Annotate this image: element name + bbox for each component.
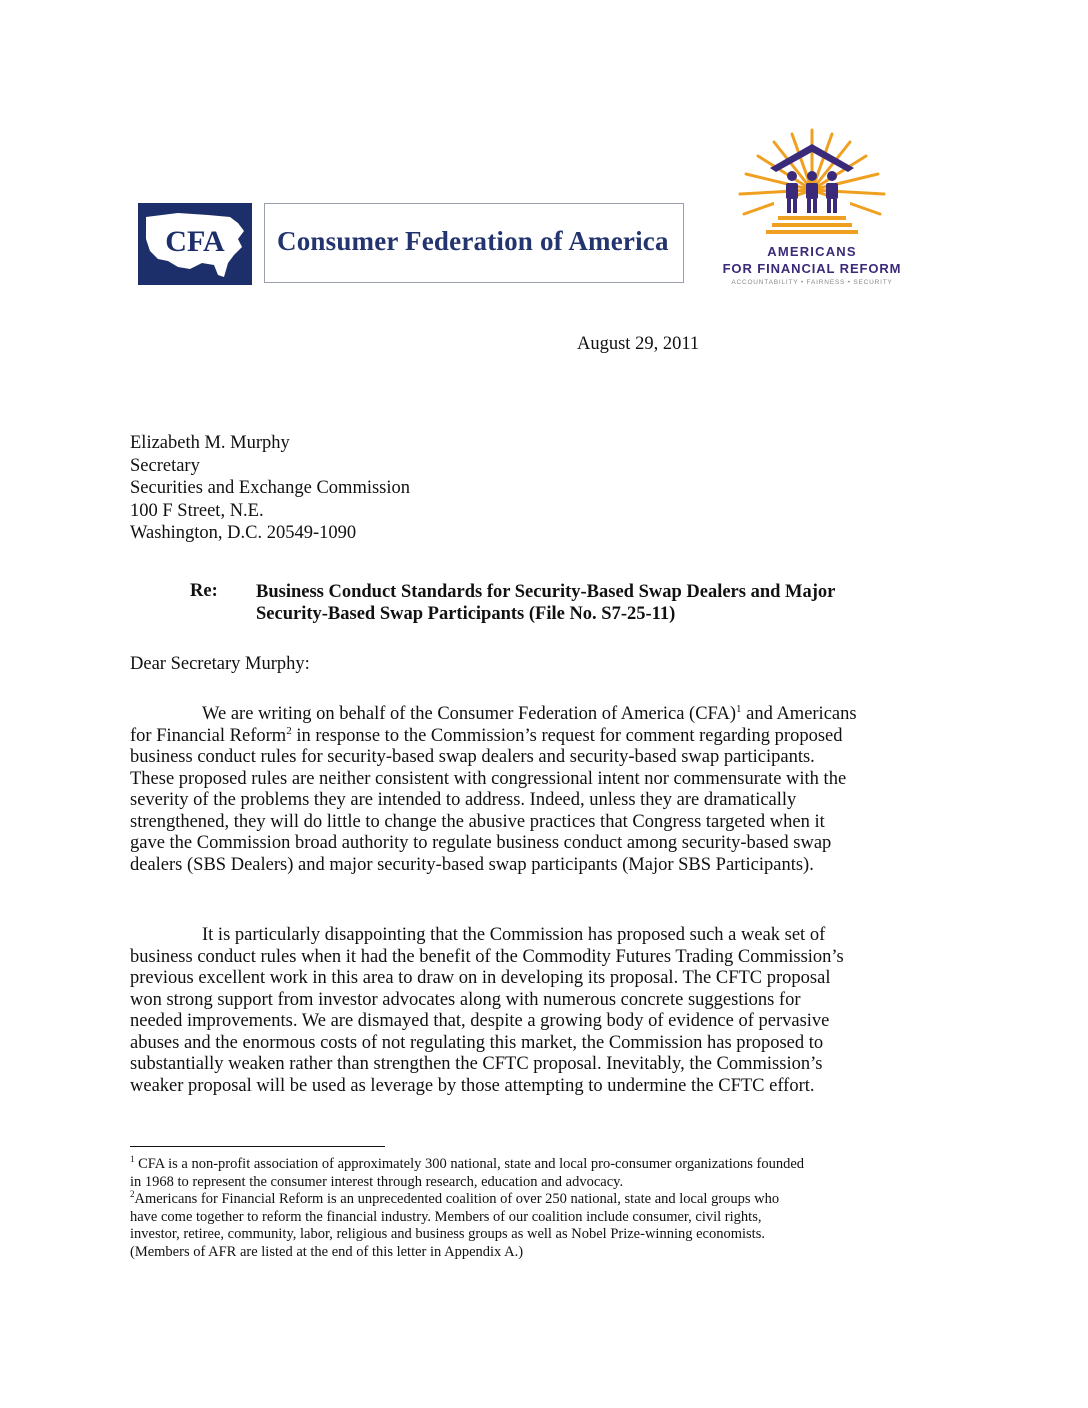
footnote-line: investor, retiree, community, labor, religious and business groups as well as Nobel Prize-winning economists. [130,1226,765,1242]
footnotes [130,1156,970,1261]
afr-sunburst-icon [712,128,912,243]
afr-name-line2: FOR FINANCIAL REFORM [722,261,902,276]
footnote-line: in 1968 to represent the consumer interest through research, education and advocacy. [130,1173,624,1190]
text-run: CFA is a non-profit association of approximately 300 national, state and local pro-consumer organizations founded [134,1156,805,1172]
cfa-name-box [264,203,684,283]
paragraph-line: These proposed rules are neither consistent with congressional intent nor commensurate with the [130,768,847,789]
paragraph-1 [130,704,960,876]
subject-line-text: Security-Based Swap Participants (File No. S7-25-11) [256,604,676,624]
paragraph-line: It is particularly disappointing that the Commission has proposed such a weak set of [202,925,826,945]
text-run: and Americans [741,704,857,724]
footnote-mark: 1 [130,1154,135,1164]
paragraph-line: weaker proposal will be used as leverage by those attempting to undermine the CFTC effort. [130,1075,815,1096]
subject-line [256,581,835,625]
paragraph-line: dealers (SBS Dealers) and major security-based swap participants (Major SBS Participants). [130,854,814,875]
footnote-divider [130,1146,385,1147]
text-run: in response to the Commission’s request for comment regarding proposed [291,725,843,746]
address-line: Securities and Exchange Commission [130,478,411,498]
footnote-ref: 1 [736,703,742,715]
footnote-line [130,1156,970,1174]
paragraph-line: business conduct rules when it had the benefit of the Commodity Futures Trading Commission’s [130,946,844,967]
cfa-logo [138,203,686,285]
address-line: Secretary [130,455,200,476]
footnote-line: (Members of AFR are listed at the end of this letter in Appendix A.) [130,1243,524,1260]
footnote-line [130,1191,970,1209]
paragraph-line: gave the Commission broad authority to regulate business conduct among security-based swap [130,833,832,853]
paragraph-line [130,704,960,726]
text-run: Americans for Financial Reform is an unprecedented coalition of over 250 national, state and local groups who [134,1191,780,1207]
paragraph-line: abuses and the enormous costs of not regulating this market, the Commission has proposed to [130,1032,824,1053]
footnote-line: have come together to reform the financial industry. Members of our coalition include consumer, civil rights, [130,1208,762,1225]
paragraph-line: needed improvements. We are dismayed that, despite a growing body of evidence of pervasive [130,1011,830,1031]
address-line: 100 F Street, N.E. [130,500,264,521]
afr-name-line1: AMERICANS [767,244,857,259]
afr-logo [712,128,912,293]
subject-line-text: Business Conduct Standards for Security-Based Swap Dealers and Major [256,582,836,602]
address-block [130,432,410,545]
paragraph-line [130,726,960,748]
afr-tagline: ACCOUNTABILITY • FAIRNESS • SECURITY [731,279,893,286]
text-run: for Financial Reform [130,725,287,746]
letter-date: August 29, 2011 [577,334,700,354]
re-label: Re: [190,581,218,601]
paragraph-line: business conduct rules for security-based swap dealers and security-based swap participants. [130,747,815,767]
paragraph-line: severity of the problems they are intended to address. Indeed, unless they are dramatically [130,790,797,810]
footnote-mark: 2 [130,1189,135,1199]
address-line: Elizabeth M. Murphy [130,433,290,453]
cfa-logo-letters: CFA [165,225,225,258]
cfa-us-map-logo [138,203,252,285]
salutation: Dear Secretary Murphy: [130,654,310,674]
text-run: We are writing on behalf of the Consumer Federation of America (CFA) [202,704,736,724]
address-line: Washington, D.C. 20549-1090 [130,523,357,543]
paragraph-line: strengthened, they will do little to change the abusive practices that Congress targeted when it [130,811,825,832]
cfa-name: Consumer Federation of America [277,226,669,256]
paragraph-line: substantially weaken rather than strengthen the CFTC proposal. Inevitably, the Commission’s [130,1054,823,1074]
paragraph-line: won strong support from investor advocates along with numerous concrete suggestions for [130,989,801,1010]
paragraph-2 [130,925,960,1097]
footnote-ref: 2 [286,724,292,737]
paragraph-line: previous excellent work in this area to draw on in developing its proposal. The CFTC proposal [130,968,831,988]
